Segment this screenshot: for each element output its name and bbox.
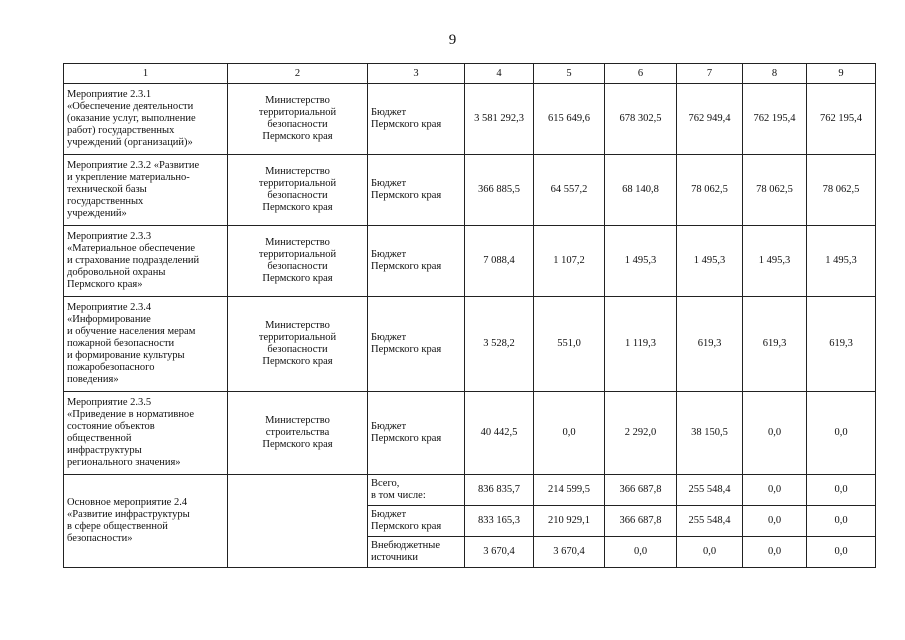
header-row <box>64 64 876 84</box>
value-cell: 3 670,4 <box>534 537 605 568</box>
executor: Министерство строительства Пермского края <box>228 392 368 475</box>
executor: Министерство территориальной безопасности Пермского края <box>228 226 368 297</box>
header-cell-1: 1 <box>64 64 228 84</box>
budget-table <box>63 63 876 568</box>
value-cell: 0,0 <box>807 475 876 506</box>
header-cell-3: 3 <box>368 64 465 84</box>
value-cell: 2 292,0 <box>605 392 677 475</box>
activity-name: Мероприятие 2.3.4 «Информирование и обучение населения мерам пожарной безопасности и формирование культуры пожаробезопасного поведения» <box>64 297 228 392</box>
value-cell: 78 062,5 <box>807 155 876 226</box>
value-cell: 0,0 <box>743 506 807 537</box>
funding-source: Бюджет Пермского края <box>368 392 465 475</box>
table-row <box>64 226 876 297</box>
value-cell: 762 195,4 <box>743 84 807 155</box>
value-cell: 0,0 <box>677 537 743 568</box>
value-cell: 0,0 <box>807 392 876 475</box>
value-cell: 619,3 <box>677 297 743 392</box>
value-cell: 0,0 <box>807 537 876 568</box>
header-cell-9: 9 <box>807 64 876 84</box>
header-cell-8: 8 <box>743 64 807 84</box>
value-cell: 0,0 <box>743 537 807 568</box>
value-cell: 366 885,5 <box>465 155 534 226</box>
value-cell: 366 687,8 <box>605 506 677 537</box>
table-row <box>64 297 876 392</box>
header-cell-4: 4 <box>465 64 534 84</box>
funding-source: Внебюджетные источники <box>368 537 465 568</box>
main-activity-executor <box>228 475 368 568</box>
activity-name: Мероприятие 2.3.2 «Развитие и укрепление материально- технической базы государственных учреждений» <box>64 155 228 226</box>
value-cell: 1 495,3 <box>743 226 807 297</box>
summary-row-total <box>64 475 876 506</box>
value-cell: 255 548,4 <box>677 506 743 537</box>
value-cell: 1 495,3 <box>605 226 677 297</box>
main-activity-name: Основное мероприятие 2.4 «Развитие инфраструктуры в сфере общественной безопасности» <box>64 475 228 568</box>
funding-source: Бюджет Пермского края <box>368 506 465 537</box>
value-cell: 0,0 <box>807 506 876 537</box>
value-cell: 214 599,5 <box>534 475 605 506</box>
value-cell: 0,0 <box>743 475 807 506</box>
value-cell: 3 670,4 <box>465 537 534 568</box>
value-cell: 615 649,6 <box>534 84 605 155</box>
activity-name: Мероприятие 2.3.5 «Приведение в нормативное состояние объектов общественной инфраструктуры регионального значения» <box>64 392 228 475</box>
value-cell: 210 929,1 <box>534 506 605 537</box>
funding-source: Всего, в том числе: <box>368 475 465 506</box>
value-cell: 3 528,2 <box>465 297 534 392</box>
value-cell: 64 557,2 <box>534 155 605 226</box>
funding-source: Бюджет Пермского края <box>368 84 465 155</box>
value-cell: 551,0 <box>534 297 605 392</box>
value-cell: 78 062,5 <box>677 155 743 226</box>
value-cell: 3 581 292,3 <box>465 84 534 155</box>
value-cell: 255 548,4 <box>677 475 743 506</box>
value-cell: 7 088,4 <box>465 226 534 297</box>
value-cell: 836 835,7 <box>465 475 534 506</box>
executor: Министерство территориальной безопасности Пермского края <box>228 155 368 226</box>
table-row <box>64 84 876 155</box>
value-cell: 833 165,3 <box>465 506 534 537</box>
value-cell: 762 949,4 <box>677 84 743 155</box>
value-cell: 68 140,8 <box>605 155 677 226</box>
value-cell: 1 495,3 <box>677 226 743 297</box>
header-cell-2: 2 <box>228 64 368 84</box>
table-row <box>64 155 876 226</box>
header-cell-7: 7 <box>677 64 743 84</box>
page-number: 9 <box>448 32 457 48</box>
value-cell: 1 119,3 <box>605 297 677 392</box>
executor: Министерство территориальной безопасности Пермского края <box>228 84 368 155</box>
activity-name: Мероприятие 2.3.3 «Материальное обеспечение и страхование подразделений добровольной охраны Пермского края» <box>64 226 228 297</box>
funding-source: Бюджет Пермского края <box>368 155 465 226</box>
executor: Министерство территориальной безопасности Пермского края <box>228 297 368 392</box>
value-cell: 40 442,5 <box>465 392 534 475</box>
value-cell: 78 062,5 <box>743 155 807 226</box>
value-cell: 619,3 <box>807 297 876 392</box>
value-cell: 0,0 <box>534 392 605 475</box>
header-cell-5: 5 <box>534 64 605 84</box>
value-cell: 762 195,4 <box>807 84 876 155</box>
value-cell: 38 150,5 <box>677 392 743 475</box>
value-cell: 366 687,8 <box>605 475 677 506</box>
value-cell: 0,0 <box>605 537 677 568</box>
funding-source: Бюджет Пермского края <box>368 297 465 392</box>
funding-source: Бюджет Пермского края <box>368 226 465 297</box>
value-cell: 678 302,5 <box>605 84 677 155</box>
value-cell: 1 107,2 <box>534 226 605 297</box>
activity-name: Мероприятие 2.3.1 «Обеспечение деятельности (оказание услуг, выполнение работ) государственных учреждений (организаций)» <box>64 84 228 155</box>
header-cell-6: 6 <box>605 64 677 84</box>
value-cell: 0,0 <box>743 392 807 475</box>
value-cell: 619,3 <box>743 297 807 392</box>
table-row <box>64 392 876 475</box>
value-cell: 1 495,3 <box>807 226 876 297</box>
